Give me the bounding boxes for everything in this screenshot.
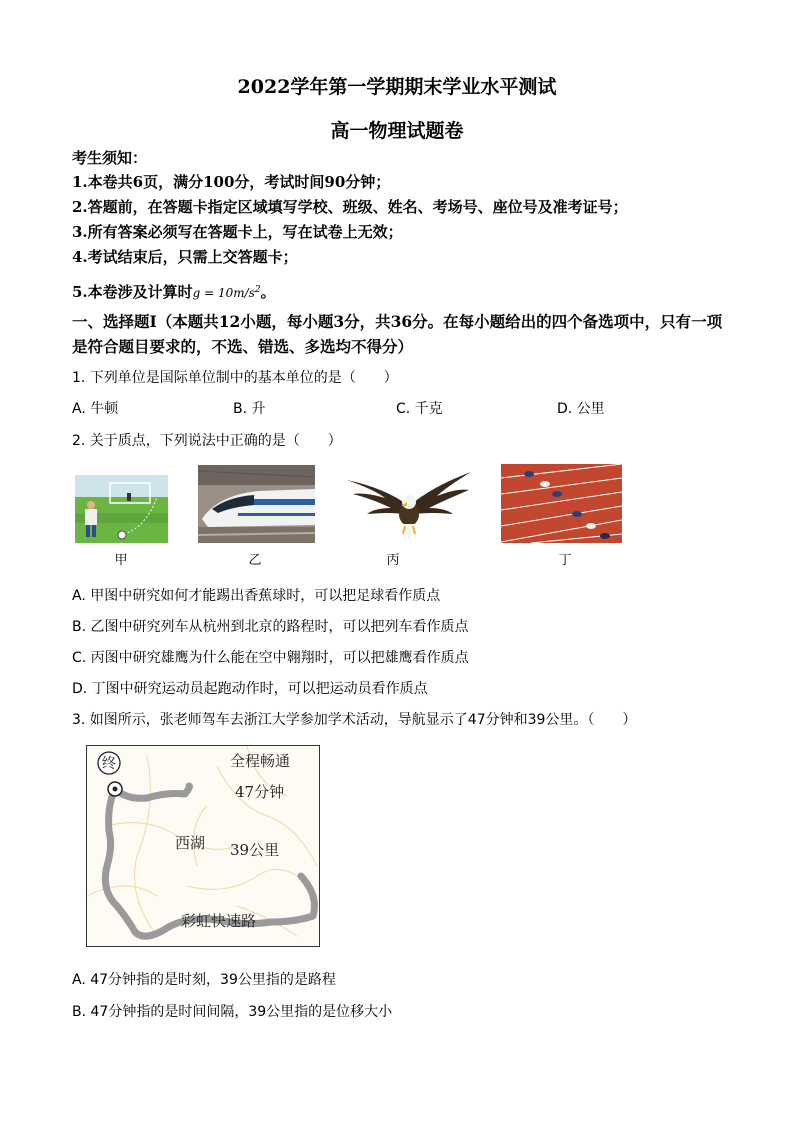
q2-stem: 2. 关于质点，下列说法中正确的是（ ）	[72, 433, 342, 449]
notice-item-2: 2.答题前，在答题卡指定区域填写学校、班级、姓名、考场号、座位号及准考证号；	[72, 198, 628, 216]
gravity-formula	[193, 286, 261, 300]
navigation-map	[86, 745, 320, 947]
q2-option-b: B. 乙图中研究列车从杭州到北京的路程时，可以把列车看作质点	[72, 619, 469, 635]
q3-option-a: A. 47分钟指的是时刻，39公里指的是路程	[72, 972, 336, 988]
map-place-xihu: 西湖	[175, 834, 206, 852]
q1-stem: 1. 下列单位是国际单位制中的基本单位的是（ ）	[72, 370, 398, 386]
q1-option-a: A. 牛顿	[72, 401, 119, 417]
map-status: 全程畅通	[230, 752, 291, 770]
figure-soccer	[75, 475, 168, 543]
train-image	[198, 465, 315, 543]
q1-option-b: B. 升	[233, 401, 266, 417]
notice-item-3: 3.所有答案必须写在答题卡上，写在试卷上无效；	[72, 223, 403, 241]
notice-item-5-prefix: 5.本卷涉及计算时	[72, 283, 193, 301]
sprinters-image	[501, 464, 622, 543]
exam-title: 2022学年第一学期期末学业水平测试	[237, 76, 557, 98]
gravity-formula-exponent: 2	[254, 285, 261, 295]
notice-heading: 考生须知：	[72, 149, 148, 167]
gravity-formula-text: g = 10m/s	[192, 286, 255, 300]
map-distance: 39公里	[230, 841, 280, 859]
q2-option-a: A. 甲图中研究如何才能踢出香蕉球时，可以把足球看作质点	[72, 588, 441, 604]
q2-option-d: D. 丁图中研究运动员起跑动作时，可以把运动员看作质点	[72, 681, 428, 697]
figure-sprinters	[501, 464, 622, 543]
q1-option-c: C. 千克	[396, 401, 443, 417]
caption-yi: 乙	[248, 553, 262, 568]
figure-train	[198, 465, 315, 543]
notice-item-5-suffix: 。	[260, 283, 276, 301]
map-road-name: 彩虹快速路	[181, 912, 257, 930]
notice-item-5	[72, 280, 276, 303]
q1-option-d: D. 公里	[557, 401, 605, 417]
q3-option-b: B. 47分钟指的是时间间隔，39公里指的是位移大小	[72, 1004, 393, 1020]
notice-item-1: 1.本卷共6页，满分100分，考试时间90分钟；	[72, 173, 391, 191]
section-1-heading: 一、选择题Ⅰ（本题共12小题，每小题3分，共36分。在每小题给出的四个备选项中，只有一项是符合题目要求的，不选、错选、多选均不得分）	[72, 312, 723, 356]
exam-subtitle: 高一物理试题卷	[330, 120, 464, 142]
eagle-image	[345, 468, 473, 543]
caption-jia: 甲	[114, 553, 128, 568]
q2-option-c: C. 丙图中研究雄鹰为什么能在空中翱翔时，可以把雄鹰看作质点	[72, 650, 469, 666]
caption-bing: 丙	[386, 553, 400, 568]
q3-stem: 3. 如图所示，张老师驾车去浙江大学参加学术活动，导航显示了47分钟和39公里。（ ）	[72, 712, 637, 728]
map-time: 47分钟	[235, 783, 285, 801]
figure-eagle	[345, 468, 473, 543]
caption-ding: 丁	[558, 553, 572, 568]
notice-item-4: 4.考试结束后，只需上交答题卡；	[72, 248, 298, 266]
soccer-image	[75, 475, 168, 543]
end-marker: 终	[102, 756, 116, 772]
